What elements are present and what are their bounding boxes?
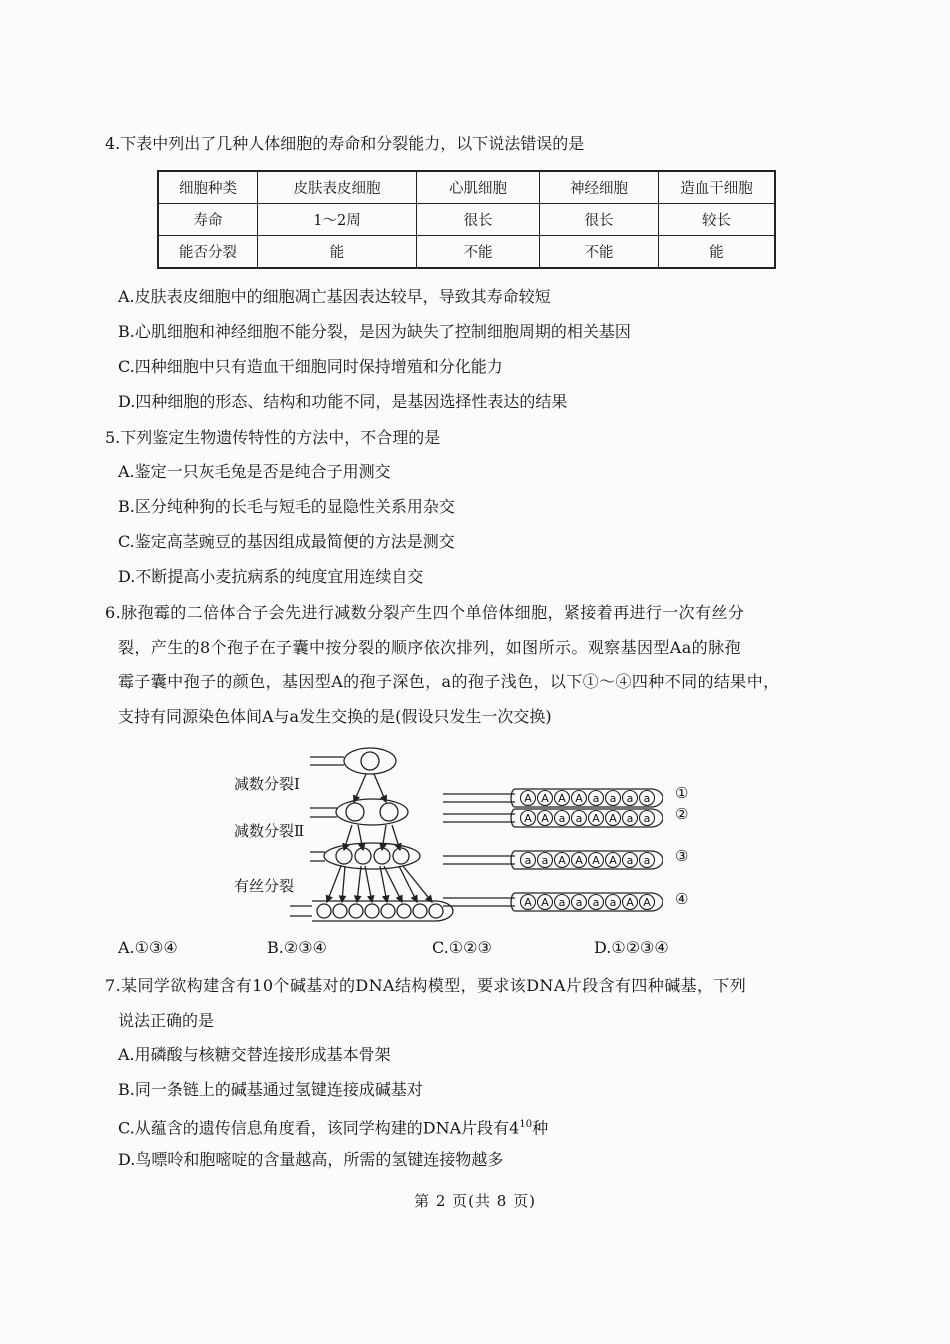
- result-number-3: ③: [675, 847, 689, 865]
- spore-genotype: A: [592, 812, 600, 825]
- ascus-2: [443, 809, 663, 827]
- spore-genotype: A: [524, 792, 532, 805]
- table-header-row: [158, 171, 775, 204]
- spore-genotype: a: [643, 854, 651, 867]
- q5-stem: 5.下列鉴定生物遗传特性的方法中，不合理的是: [105, 428, 441, 447]
- spore-genotype: a: [626, 792, 634, 805]
- ascus-eight-spores: [290, 896, 460, 926]
- table-cell: 不能: [540, 236, 659, 269]
- table-cell: 心肌细胞: [417, 171, 540, 204]
- q6-option-d: D.①②③④: [594, 938, 669, 957]
- ascus-stalk: [443, 898, 515, 906]
- spore-genotype: a: [592, 896, 600, 909]
- ascus-1: [443, 789, 663, 807]
- table-cell: 能否分裂: [158, 236, 258, 269]
- q7-stem-line-2: 说法正确的是: [118, 1011, 215, 1030]
- result-number-4: ④: [675, 890, 689, 908]
- spore-genotype: A: [592, 854, 600, 867]
- q4-option-a: A.皮肤表皮细胞中的细胞凋亡基因表达较早，导致其寿命较短: [118, 287, 551, 306]
- q6-stem-line-4: 支持有同源染色体间A与a发生交换的是(假设只发生一次交换): [118, 707, 552, 726]
- q6-stem-line-2: 裂，产生的8个孢子在子囊中按分裂的顺序依次排列，如图所示。观察基因型Aa的脉孢: [118, 638, 741, 657]
- q5-option-c: C.鉴定高茎豌豆的基因组成最简便的方法是测交: [118, 532, 455, 551]
- table-cell: 不能: [417, 236, 540, 269]
- table-cell: 细胞种类: [158, 171, 258, 204]
- spore-genotype: A: [558, 854, 566, 867]
- result-number-1: ①: [675, 784, 689, 802]
- spore-genotype: a: [643, 812, 651, 825]
- ascus-stalk: [443, 814, 515, 822]
- table-cell: 造血干细胞: [659, 171, 776, 204]
- label-mitosis: 有丝分裂: [234, 877, 295, 895]
- q5-option-d: D.不断提高小麦抗病系的纯度宜用连续自交: [118, 567, 424, 586]
- q6-option-c: C.①②③: [432, 938, 492, 957]
- label-meiosis-1: 减数分裂Ⅰ: [234, 775, 300, 793]
- ascus-results: [443, 786, 703, 916]
- q6-stem-line-1: 6.脉孢霉的二倍体合子会先进行减数分裂产生四个单倍体细胞，紧接着再进行一次有丝分: [105, 603, 745, 622]
- spore-genotype: A: [524, 896, 532, 909]
- q6-options: [118, 938, 778, 962]
- table-cell: 能: [258, 236, 417, 269]
- q7-option-c-exponent: 10: [519, 1119, 533, 1130]
- spore-genotype: a: [609, 792, 617, 805]
- spore-genotype: a: [558, 896, 566, 909]
- q7-option-a: A.用磷酸与核糖交替连接形成基本骨架: [118, 1045, 391, 1064]
- spore-genotype: a: [524, 854, 532, 867]
- spore-genotype: A: [541, 812, 549, 825]
- ascus-results-svg: [443, 786, 663, 916]
- result-number-2: ②: [675, 805, 689, 823]
- page-footer: 第 2 页(共 8 页): [414, 1192, 536, 1210]
- table-cell: 皮肤表皮细胞: [258, 171, 417, 204]
- table-cell: 寿命: [158, 204, 258, 236]
- spore-genotype: a: [575, 812, 583, 825]
- spore-genotype: a: [558, 812, 566, 825]
- spore-genotype: A: [609, 854, 617, 867]
- cell-lifespan-table: [157, 170, 776, 269]
- table-cell: 较长: [659, 204, 776, 236]
- spore-genotype: a: [609, 896, 617, 909]
- q5-option-a: A.鉴定一只灰毛兔是否是纯合子用测交: [118, 462, 391, 481]
- spore-genotype: a: [575, 896, 583, 909]
- table-cell: 很长: [540, 204, 659, 236]
- q6-option-a: A.①③④: [118, 938, 178, 957]
- spore-genotype: A: [609, 812, 617, 825]
- spore-genotype: A: [558, 792, 566, 805]
- ascus-stalk: [443, 856, 515, 864]
- q7-option-b: B.同一条链上的碱基通过氢键连接成碱基对: [118, 1080, 423, 1099]
- spore-genotype: A: [541, 792, 549, 805]
- ascus-stalk: [443, 794, 515, 802]
- spore-genotype: A: [575, 854, 583, 867]
- spore-genotype: a: [626, 812, 634, 825]
- q7-option-d: D.鸟嘌呤和胞嘧啶的含量越高，所需的氢键连接物越多: [118, 1150, 504, 1169]
- q4-option-b: B.心肌细胞和神经细胞不能分裂，是因为缺失了控制细胞周期的相关基因: [118, 322, 631, 341]
- q6-stem-line-3: 霉子囊中孢子的颜色，基因型A的孢子深色，a的孢子浅色，以下①～④四种不同的结果中，: [118, 672, 780, 691]
- table-row: [158, 236, 775, 269]
- q4-stem: 4.下表中列出了几种人体细胞的寿命和分裂能力，以下说法错误的是: [105, 134, 585, 153]
- ascus-4: [443, 893, 663, 911]
- q7-option-c-tail: 种: [532, 1118, 549, 1138]
- q4-option-d: D.四种细胞的形态、结构和功能不同，是基因选择性表达的结果: [118, 392, 568, 411]
- spore-genotype: A: [626, 896, 634, 909]
- spore-genotype: a: [626, 854, 634, 867]
- q5-option-b: B.区分纯种狗的长毛与短毛的显隐性关系用杂交: [118, 497, 455, 516]
- q7-option-c-text: C.从蕴含的遗传信息角度看，该同学构建的DNA片段有4: [118, 1118, 520, 1138]
- table-row: [158, 204, 775, 236]
- label-meiosis-2: 减数分裂Ⅱ: [234, 822, 305, 840]
- spore-genotype: A: [524, 812, 532, 825]
- table-cell: 能: [659, 236, 776, 269]
- table-cell: 1～2周: [258, 204, 417, 236]
- spore-genotype: a: [541, 854, 549, 867]
- spore-genotype: a: [643, 792, 651, 805]
- spore-genotype: A: [541, 896, 549, 909]
- q7-option-c: [118, 1114, 548, 1139]
- table-cell: 很长: [417, 204, 540, 236]
- q7-stem-line-1: 7.某同学欲构建含有10个碱基对的DNA结构模型，要求该DNA片段含有四种碱基，下列: [105, 976, 747, 995]
- spore-genotype: A: [643, 896, 651, 909]
- spore-genotype: A: [575, 792, 583, 805]
- spore-genotype: a: [592, 792, 600, 805]
- q6-option-b: B.②③④: [267, 938, 327, 957]
- ascus-3: [443, 851, 663, 869]
- table-cell: 神经细胞: [540, 171, 659, 204]
- q4-option-c: C.四种细胞中只有造血干细胞同时保持增殖和分化能力: [118, 357, 503, 376]
